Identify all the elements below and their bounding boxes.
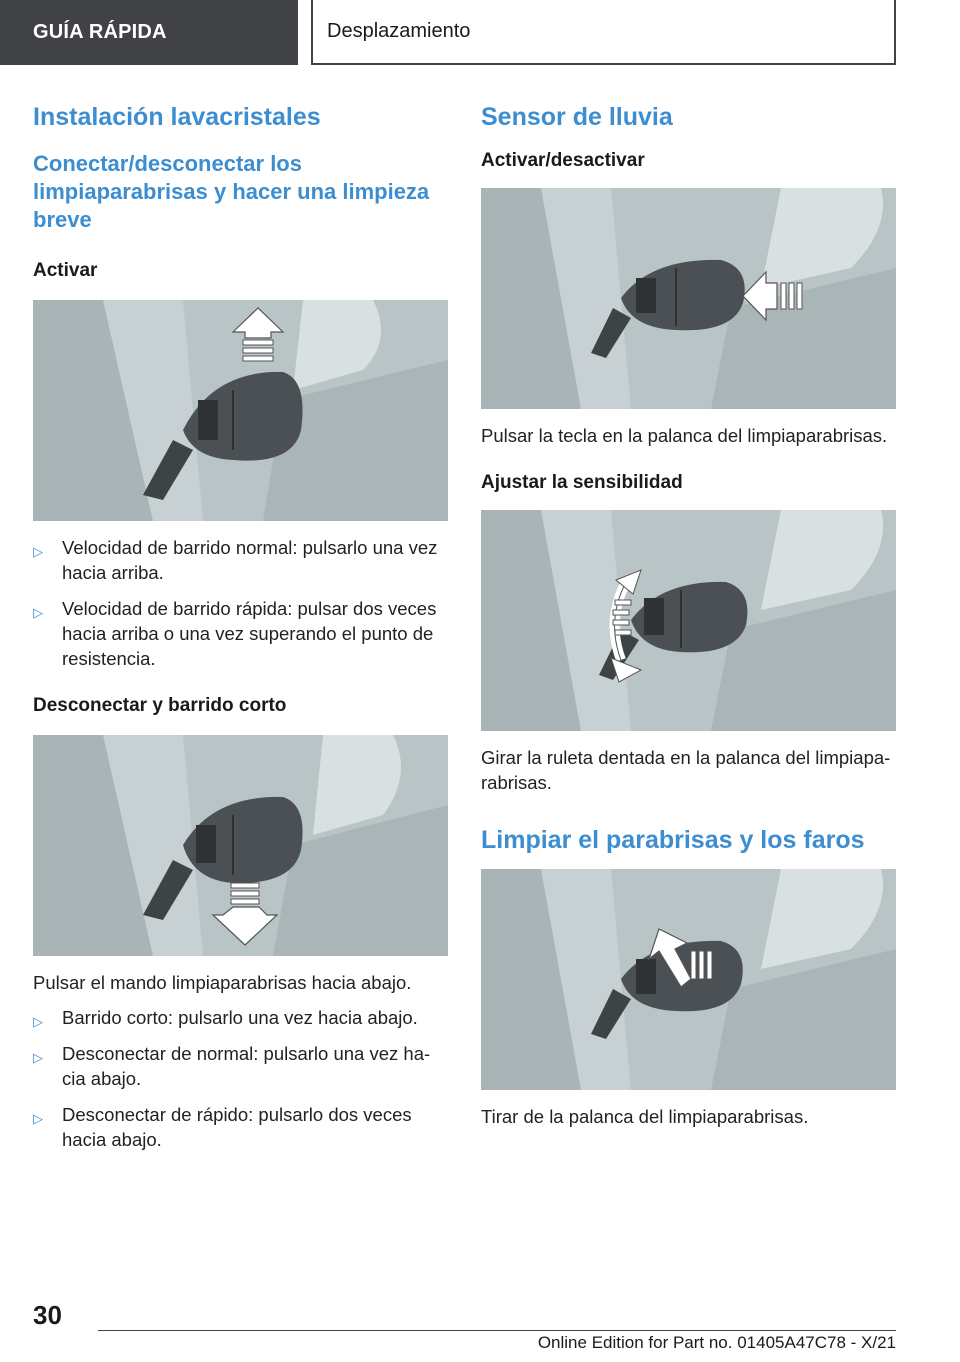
activate-heading: Activar — [33, 260, 98, 281]
footer-edition: Online Edition for Part no. 01405A47C78 - X/21 — [537, 1333, 896, 1352]
sensitivity-caption: Girar la ruleta dentada en la palanca del limpiapa-rabrisas. — [481, 747, 891, 793]
list-item-text: Desconectar de normal: pulsarlo una vez ha-cia abajo. — [62, 1043, 431, 1089]
rain-sensor-title: Sensor de lluvia — [481, 103, 673, 131]
clean-title: Limpiar el parabrisas y los faros — [481, 826, 865, 854]
list-item-text: Barrido corto: pulsarlo una vez hacia abajo. — [62, 1007, 418, 1028]
header-section-label: GUÍA RÁPIDA — [33, 21, 167, 43]
triangle-right-outline-icon: ▷ — [33, 1014, 43, 1029]
header-section-tab[interactable] — [0, 0, 298, 65]
figure-sensitivity-wheel — [481, 510, 896, 731]
figure-rain-sensor-button — [481, 188, 896, 409]
list-item-text: Desconectar de rápido: pulsarlo dos veces hacia abajo. — [62, 1104, 412, 1150]
activate-bullet-list — [33, 535, 448, 671]
left-column — [33, 98, 448, 1163]
clean-caption: Tirar de la palanca del limpiaparabrisas. — [481, 1106, 809, 1127]
figure-wiper-lever-pull — [481, 869, 896, 1090]
footer-divider — [98, 1330, 896, 1331]
rain-toggle-heading: Activar/desactivar — [481, 150, 645, 171]
triangle-right-outline-icon: ▷ — [33, 544, 43, 559]
section-subtitle: Conectar/desconectar los limpiaparabrisas y hacer una limpieza breve — [33, 151, 430, 232]
list-item-text: Velocidad de barrido rápida: pulsar dos veces hacia arriba o una vez superando el punto de resistencia. — [62, 598, 437, 669]
page-number: 30 — [33, 1300, 62, 1330]
right-column — [481, 98, 896, 1129]
header-chapter-tab[interactable] — [311, 0, 896, 65]
list-item — [33, 1041, 448, 1091]
list-item — [33, 1005, 448, 1030]
figure-wiper-lever-down — [33, 735, 448, 956]
deactivate-bullet-list — [33, 1005, 448, 1152]
list-item — [33, 535, 448, 585]
list-item-text: Velocidad de barrido normal: pulsarlo una vez hacia arriba. — [62, 537, 438, 583]
figure-wiper-lever-up — [33, 300, 448, 521]
list-item — [33, 596, 448, 671]
triangle-right-outline-icon: ▷ — [33, 1050, 43, 1065]
section-title: Instalación lavacristales — [33, 103, 321, 131]
triangle-right-outline-icon: ▷ — [33, 1111, 43, 1126]
triangle-right-outline-icon: ▷ — [33, 605, 43, 620]
deactivate-heading: Desconectar y barrido corto — [33, 695, 287, 716]
list-item — [33, 1102, 448, 1152]
rain-toggle-caption: Pulsar la tecla en la palanca del limpiaparabrisas. — [481, 425, 888, 446]
header-chapter-label: Desplazamiento — [327, 20, 471, 42]
deactivate-caption: Pulsar el mando limpiaparabrisas hacia abajo. — [33, 972, 412, 993]
sensitivity-heading: Ajustar la sensibilidad — [481, 472, 683, 493]
